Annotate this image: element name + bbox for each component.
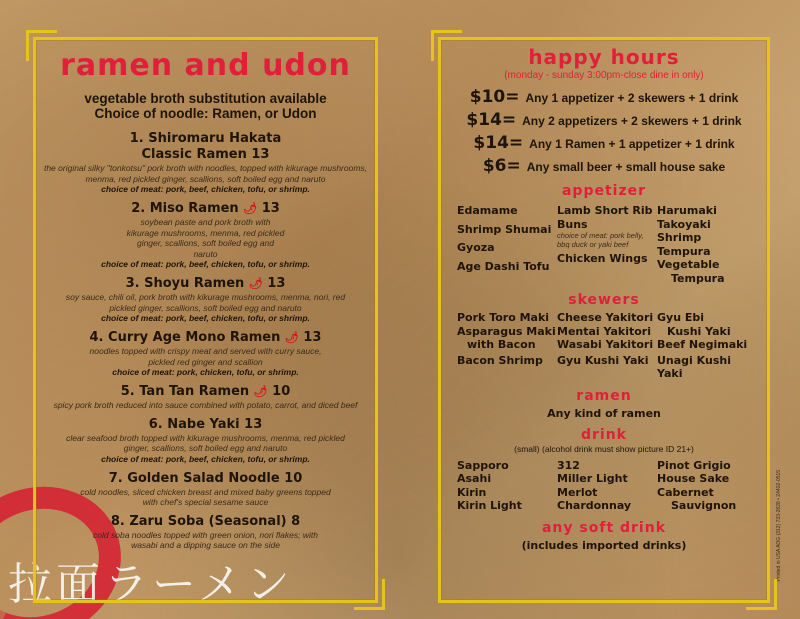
list-item: Sauvignon — [671, 499, 737, 512]
deal-text: Any 1 appetizer + 2 skewers + 1 drink — [525, 91, 739, 105]
list-item: Takoyaki — [657, 217, 711, 231]
drink-list — [441, 459, 767, 513]
dish-name: 8. Zaru Soba (Seasonal) 8 — [110, 513, 301, 529]
section-title-drink: drink — [580, 426, 627, 443]
list-item: Shrimp Shumai — [457, 222, 552, 236]
deal-price: $14= — [473, 133, 524, 153]
list-item: Vegetable — [657, 258, 720, 271]
list-item: Kushi Yaki — [667, 324, 731, 338]
dish-description: soy sauce, chili oil, pork broth with kikurage mushrooms, menma, nori, red pickled ginger, scallions, soft boiled egg and naruto — [65, 292, 346, 313]
list-item: Chicken Wings — [557, 252, 648, 265]
list-item: Sapporo — [457, 458, 509, 472]
list-item-note: choice of meat: pork belly, bbq duck or yaki beef — [557, 231, 644, 249]
list-item: Edamame — [457, 204, 518, 217]
section-title-ramen: ramen — [576, 387, 632, 404]
list-item: Asparagus Maki — [457, 324, 556, 338]
list-item: Gyu Ebi — [657, 311, 705, 324]
dish-meat-choice: choice of meat: pork, beef, chicken, tofu, or shrimp. — [101, 184, 310, 194]
dish-description: the original silky "tonkotsu" pork broth with noodles, topped with kikurage mushrooms, menma, red pickled ginger, scallions, soft boiled egg and naruto — [43, 163, 368, 184]
section-title-appetizer: appetizer — [561, 183, 647, 199]
deal-price: $14= — [466, 110, 517, 130]
list-item: Harumaki — [657, 204, 717, 217]
list-item: Pork Toro Maki — [457, 311, 550, 324]
list-item: Lamb Short Rib — [557, 204, 653, 217]
list-item: Bacon Shrimp — [457, 353, 543, 367]
drink-note: (small) (alcohol drink must show picture ID 21+) — [514, 443, 694, 454]
printed-info: Printed in USA AOG (312) 733-2828 • 24402-0515 — [776, 470, 782, 582]
section-title-happy-hours: happy hours — [528, 45, 680, 69]
broth-note: vegetable broth substitution available — [84, 91, 327, 106]
deal-row — [441, 87, 767, 107]
list-item: Miller Light — [557, 472, 628, 485]
appetizer-list — [441, 202, 767, 285]
deal-price: $10= — [469, 87, 520, 107]
deal-text: Any 2 appetizers + 2 skewers + 1 drink — [522, 114, 742, 128]
list-item: Buns — [557, 217, 588, 231]
list-item: Mentai Yakitori — [557, 324, 651, 338]
happy-hours-panel — [438, 37, 770, 603]
noodle-choice-note: Choice of noodle: Ramen, or Udon — [94, 106, 317, 121]
dish-name: 4. Curry Age Mono Ramen 🌶 13 — [89, 330, 322, 345]
deal-text: Any small beer + small house sake — [526, 160, 726, 174]
dish-name: 1. Shiromaru Hakata — [129, 131, 282, 146]
dish-description: soybean paste and pork broth with kikurage mushrooms, menma, red pickled ginger, scallions, soft boiled egg and naruto — [126, 217, 285, 259]
section-title-soft-drink: any soft drink — [541, 519, 667, 536]
list-item: Merlot — [557, 485, 598, 499]
chili-icon: 🌶 — [284, 331, 299, 344]
dish-description: cold soba noodles topped with green onion, nori flakes; with wasabi and a dipping sauce on the side — [93, 529, 318, 550]
list-item: Shrimp Tempura — [657, 231, 711, 258]
list-item: Wasabi Yakitori — [557, 338, 654, 351]
dish-description: noodles topped with crispy meat and served with curry sauce, pickled red ginger and scallion — [89, 346, 322, 367]
list-item: Unagi Kushi Yaki — [657, 353, 731, 380]
deal-row — [441, 110, 767, 130]
list-item: Beef Negimaki — [657, 338, 748, 351]
dish-name: 3. Shoyu Ramen 🌶 13 — [125, 276, 286, 291]
deal-row — [441, 156, 767, 176]
dish-name: 7. Golden Salad Noodle 10 — [108, 470, 303, 486]
chili-icon: 🌶 — [248, 277, 263, 290]
chili-icon: 🌶 — [243, 202, 258, 215]
dish-meat-choice: choice of meat: pork, beef, chicken, tofu, or shrimp. — [101, 259, 310, 269]
japanese-ramen-text: 拉面ラーメン — [8, 559, 294, 610]
list-item: 312 — [557, 458, 580, 472]
list-item: Kirin Light — [457, 499, 522, 512]
list-item: Age Dashi Tofu — [457, 259, 550, 273]
dish-name: Classic Ramen 13 — [141, 147, 270, 162]
dish-description: clear seafood broth topped with kikurage mushrooms, menma, red pickled ginger, scallions, soft boiled egg and naruto — [66, 432, 345, 453]
list-item: Asahi — [457, 472, 492, 485]
deal-price: $6= — [482, 156, 521, 176]
dish-name: 5. Tan Tan Ramen 🌶 10 — [120, 384, 291, 399]
list-item: with Bacon — [467, 338, 536, 351]
dish-meat-choice: choice of meat: pork, chicken, tofu, or shrimp. — [112, 367, 299, 377]
skewers-list — [441, 311, 767, 381]
list-item: Pinot Grigio — [657, 458, 731, 472]
list-item: Cheese Yakitori — [557, 311, 654, 324]
list-item: Gyoza — [457, 241, 495, 254]
dish-name: 6. Nabe Yaki 13 — [148, 416, 263, 432]
list-item: Kirin — [457, 485, 487, 499]
list-item: Tempura — [671, 271, 725, 285]
soft-drink-note: (includes imported drinks) — [521, 538, 687, 552]
list-item: Cabernet — [657, 485, 714, 499]
deal-row — [441, 133, 767, 153]
list-item: House Sake — [657, 472, 730, 485]
ramen-udon-panel — [33, 37, 378, 603]
dish-meat-choice: choice of meat: pork, beef, chicken, tofu, or shrimp. — [101, 453, 310, 464]
dish-name: 2. Miso Ramen 🌶 13 — [131, 201, 280, 216]
dish-meat-choice: choice of meat: pork, beef, chicken, tofu, or shrimp. — [101, 313, 310, 323]
section-title-ramen-udon: ramen and udon — [60, 48, 351, 83]
happy-hours-schedule: (monday - sunday 3:00pm-close dine in only) — [504, 70, 704, 81]
list-item: Gyu Kushi Yaki — [557, 353, 649, 367]
dish-description: cold noodles, sliced chicken breast and mixed baby greens topped with chef's special sesame sauce — [80, 486, 331, 507]
chili-icon: 🌶 — [253, 385, 268, 398]
dish-description: spicy pork broth reduced into sauce combined with potato, carrot, and diced beef — [53, 400, 358, 410]
deal-text: Any 1 Ramen + 1 appetizer + 1 drink — [529, 137, 735, 151]
section-title-skewers: skewers — [568, 292, 640, 308]
list-item: Chardonnay — [557, 499, 632, 512]
ramen-offer: Any kind of ramen — [547, 406, 661, 420]
